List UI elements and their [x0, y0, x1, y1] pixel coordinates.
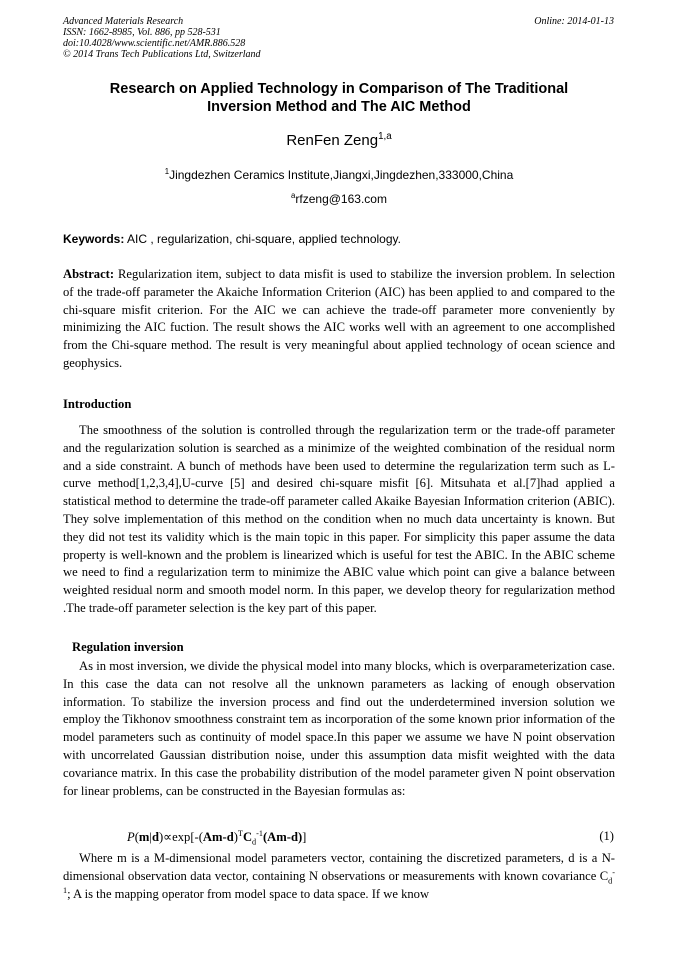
eq-c: C	[242, 830, 253, 844]
eq-d: d	[151, 830, 159, 844]
author-email	[0, 192, 678, 206]
regulation-inversion-heading: Regulation inversion	[72, 640, 184, 654]
eq-m: m	[138, 830, 150, 844]
email-superscript: a	[291, 191, 296, 200]
keywords-label: Keywords:	[63, 232, 125, 246]
keywords	[63, 232, 615, 246]
eq-p: P	[127, 830, 135, 844]
where-subscript: d	[608, 876, 613, 886]
eq-amd: Am-d	[202, 830, 234, 844]
journal-header	[63, 16, 261, 60]
abstract-text: Regularization item, subject to data misfit is used to stabilize the inversion problem. In selection of the trade-off parameter the Akaiche Information Criterion (AIC) has been applied to and compared to the chi-square misfit criterion. For the AIC we can achieve the trade-off parameter more conveniently by minimizing the AIC fuction. The result shows the AIC works well with an agreement to one accomplished from the Chi-square method. The result is very meaningful about applied technology of ocean science and geophysics.	[63, 267, 615, 370]
affiliation	[0, 168, 678, 182]
author-line	[0, 132, 678, 149]
copyright-line: © 2014 Trans Tech Publications Ltd, Switzerland	[63, 49, 261, 60]
eq-transpose: T	[237, 828, 243, 838]
affiliation-text: Jingdezhen Ceramics Institute,Jiangxi,Jingdezhen,333000,China	[169, 168, 514, 182]
where-text-1: Where m is a M-dimensional model parameters vector, containing the discretized parameters, d is a N-dimensional observation data vector, containing N observations or measurements with known covariance C	[63, 851, 615, 883]
regulation-inversion-paragraph: As in most inversion, we divide the physical model into many blocks, which is overparameterization case. In this case the data can not resolve all the unknown parameters as lacking of enough observation information. To stabilize the inversion process and find out the underdetermined inversion solution we employ the Tikhonov smoothness constraint tem as incorporation of the some known prior information of the model parameters such as continuity of model space.In this paper we assume we have N point observation with uncorrelated Gaussian distribution noise, under this assumption data misfit weighted with the data covariance matrix. In this case the probability distribution of the model parameter given N point observation for linear problems, can be constructed in the Bayesian formulas as:	[63, 659, 615, 798]
eq-amd-2: (Am-d)	[262, 830, 303, 844]
keywords-text: AIC , regularization, chi-square, applied technology.	[124, 232, 401, 246]
eq-c-sub: d	[252, 837, 257, 847]
abstract-label: Abstract:	[63, 267, 115, 281]
title-line-1: Research on Applied Technology in Comparison of The Traditional	[109, 81, 569, 97]
affiliation-superscript: 1	[164, 167, 170, 176]
online-date: Online: 2014-01-13	[534, 16, 614, 27]
author-superscript: 1,a	[378, 131, 392, 142]
eq-c-sup: -1	[256, 828, 263, 838]
eq-end: ]	[302, 830, 307, 844]
author-name: RenFen Zeng	[286, 132, 379, 149]
eq-open: (	[134, 830, 139, 844]
eq-t-close: )	[233, 830, 238, 844]
introduction-heading: Introduction	[63, 397, 132, 411]
where-text-2: ; A is the mapping operator from model space to data space. If we know	[67, 886, 430, 901]
eq-close: )	[158, 830, 164, 844]
doi-line: doi:10.4028/www.scientific.net/AMR.886.528	[63, 38, 246, 49]
issn-line: ISSN: 1662-8985, Vol. 886, pp 528-531	[63, 27, 221, 38]
email-text: rfzeng@163.com	[295, 192, 387, 206]
journal-name: Advanced Materials Research	[63, 16, 184, 27]
equation-number: (1)	[599, 829, 614, 843]
introduction-paragraph: The smoothness of the solution is controlled through the regularization term or the trade-off parameter and the regularization solution is searched as a minimize of the weighted combination of the residual norm and a side constraint. A bunch of methods have been used to determine the regularization term such as L-curve method[1,2,3,4],U-curve [5] and desired chi-square misfit [6]. Mitsuhata et al.[7]had applied a statistical method to determine the trade-off parameter called Akaike Bayesian Information criterion (ABIC). They solve implementation of this method on the condition when no much data uncertainty is known. But they did not test its validity which is the main topic in this paper. For simplicity this paper assume the data property is well-known and the problem is linearized which is useful for test the ABIC. In the ABIC scheme we need to find a regularization term to minimize the ABIC value which point can give a balance between weighted residual norm and smooth model norm. In this paper, we develop theory for regularization method .The trade-off parameter selection is the key part of this paper.	[63, 423, 615, 615]
where-paragraph	[63, 850, 615, 903]
eq-prop-exp: ∝exp[-(	[163, 830, 203, 844]
paper-title	[60, 80, 618, 116]
eq-bar: |	[149, 830, 152, 844]
title-line-2: Inversion Method and The AIC Method	[207, 99, 471, 115]
where-superscript: -1	[63, 867, 615, 895]
equation-1	[127, 829, 306, 845]
abstract	[63, 266, 615, 373]
